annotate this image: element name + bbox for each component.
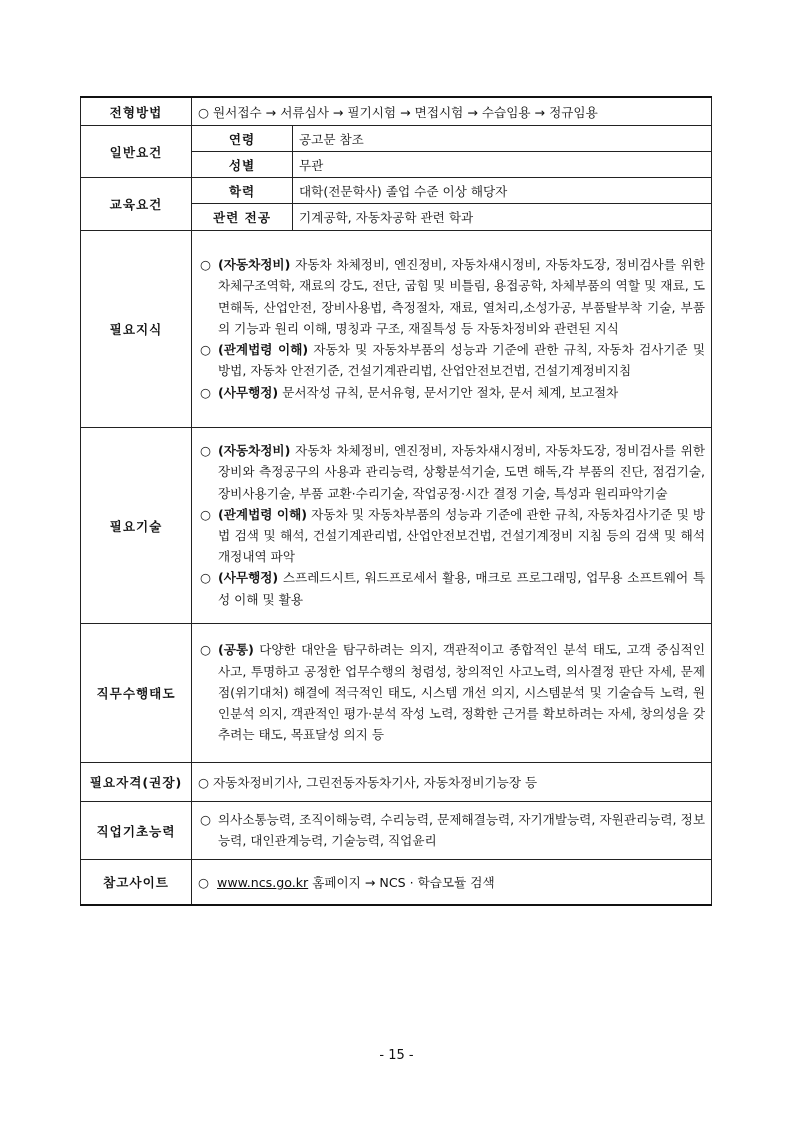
bullet-icon: ○: [200, 384, 211, 400]
degree-label: 학력: [192, 177, 293, 203]
age-value: 공고문 참조: [293, 125, 712, 151]
skills-item-text: 자동차 및 자동차부품의 성능과 기준에 관한 규칙, 자동차검사기준 및 방법 검색 및 해석, 건설기계관리법, 산업안전보건법, 건설기계정비 지침 등의 검색 및 해석 개정내역 파악: [218, 506, 706, 565]
basic-content: [192, 801, 712, 859]
row-certs: [81, 762, 712, 801]
skills-item-head: (사무행정): [218, 570, 279, 586]
page-number: - 15 -: [379, 1048, 414, 1063]
row-screening: [81, 97, 712, 125]
basic-item-text: 의사소통능력, 조직이해능력, 수리능력, 문제해결능력, 자기개발능력, 자원관리능력, 정보능력, 대인관계능력, 기술능력, 직업윤리: [218, 811, 706, 848]
skills-item: [200, 440, 705, 504]
gender-value: 무관: [293, 151, 712, 177]
row-general-age: [81, 125, 712, 151]
major-value: 기계공학, 자동차공학 관련 학과: [293, 203, 712, 230]
site-label: 참고사이트: [81, 859, 192, 905]
degree-value: 대학(전문학사) 졸업 수준 이상 해당자: [293, 177, 712, 203]
knowledge-item-head: (관계법령 이해): [218, 342, 309, 358]
knowledge-item-head: (자동차정비): [218, 257, 291, 273]
knowledge-item: [200, 382, 705, 403]
site-text: 홈페이지 → NCS · 학습모듈 검색: [308, 875, 495, 891]
skills-label: 필요기술: [81, 427, 192, 623]
gender-label: 성별: [192, 151, 293, 177]
general-label: 일반요건: [81, 125, 192, 177]
attitude-item-head: (공통): [218, 642, 254, 658]
knowledge-item: [200, 254, 705, 339]
row-skills: [81, 427, 712, 623]
skills-item-head: (자동차정비): [218, 443, 291, 459]
screening-value: ○ 원서접수 → 서류심사 → 필기시험 → 면접시험 → 수습임용 → 정규임용: [192, 97, 712, 125]
certs-value: ○ 자동차정비기사, 그린전동자동차기사, 자동차정비기능장 등: [192, 762, 712, 801]
certs-label: 필요자격(권장): [81, 762, 192, 801]
skills-item-text: 스프레드시트, 워드프로세서 활용, 매크로 프로그래밍, 업무용 소프트웨어 특성 이해 및 활용: [218, 570, 706, 607]
attitude-item: [200, 639, 705, 745]
bullet-icon: ○: [198, 875, 209, 891]
bullet-icon: ○: [200, 811, 211, 827]
skills-item-text: 자동차 차체정비, 엔진정비, 자동차섀시정비, 자동차도장, 정비검사를 위한 장비와 측정공구의 사용과 관리능력, 상황분석기술, 도면 해독,각 부품의 진단, 점검기술, 장비사용기술, 부품 교환·수리기술, 작업공정·시간 결정 기술, 특성과 원리파악기술: [218, 443, 706, 501]
row-attitude: [81, 623, 712, 762]
skills-item: [200, 504, 705, 568]
screening-label: 전형방법: [81, 97, 192, 125]
bullet-icon: ○: [200, 506, 211, 522]
job-spec-table: [80, 96, 712, 906]
attitude-content: [192, 623, 712, 762]
row-education-degree: [81, 177, 712, 203]
skills-item: [200, 567, 705, 609]
row-site: [81, 859, 712, 905]
basic-label: 직업기초능력: [81, 801, 192, 859]
knowledge-item-text: 문서작성 규칙, 문서유형, 문서기안 절차, 문서 체계, 보고절차: [278, 384, 619, 400]
education-label: 교육요건: [81, 177, 192, 230]
bullet-icon: ○: [200, 443, 211, 459]
attitude-label: 직무수행태도: [81, 623, 192, 762]
knowledge-content: [192, 230, 712, 427]
knowledge-item-text: 자동차 및 자동차부품의 성능과 기준에 관한 규칙, 자동차 검사기준 및 방법, 자동차 안전기준, 건설기계관리법, 산업안전보건법, 건설기계정비지침: [218, 342, 706, 379]
bullet-icon: ○: [200, 257, 211, 273]
age-label: 연령: [192, 125, 293, 151]
knowledge-item-head: (사무행정): [218, 384, 279, 400]
skills-item-head: (관계법령 이해): [218, 506, 308, 522]
row-knowledge: [81, 230, 712, 427]
site-value: [192, 859, 712, 905]
row-basic: [81, 801, 712, 859]
attitude-item-text: 다양한 대안을 탐구하려는 의지, 객관적이고 종합적인 분석 태도, 고객 중심적인 사고, 투명하고 공정한 업무수행의 청렴성, 창의적인 사고노력, 의사결정 판단 자세, 문제점(위기대처) 해결에 적극적인 태도, 시스템 개선 의지, 시스템분석 및 기술습득 노력, 원인분석 의지, 객관적인 평가·분석 작성 노력, 정확한 근거를 확보하려는 자세, 창의성을 갖추려는 태도, 목표달성 의지 등: [218, 642, 706, 743]
major-label: 관련 전공: [192, 203, 293, 230]
bullet-icon: ○: [200, 570, 211, 586]
ncs-site-link[interactable]: www.ncs.go.kr: [217, 875, 309, 891]
bullet-icon: ○: [200, 642, 211, 658]
basic-item: [200, 809, 705, 851]
knowledge-item: [200, 339, 705, 381]
knowledge-label: 필요지식: [81, 230, 192, 427]
skills-content: [192, 427, 712, 623]
bullet-icon: ○: [200, 342, 211, 358]
knowledge-item-text: 자동차 차체정비, 엔진정비, 자동차섀시정비, 자동차도장, 정비검사를 위한 차체구조역학, 재료의 강도, 전단, 굽힘 및 비틀림, 용접공학, 차체부품의 역할 및 재료, 도면해독, 산업안전, 장비사용법, 측정절차, 재료, 열처리,소성가공, 부품탈부착 기술, 부품의 기능과 원리 이해, 명칭과 구조, 재질특성 등 자동차정비와 관련된 지식: [218, 257, 706, 336]
